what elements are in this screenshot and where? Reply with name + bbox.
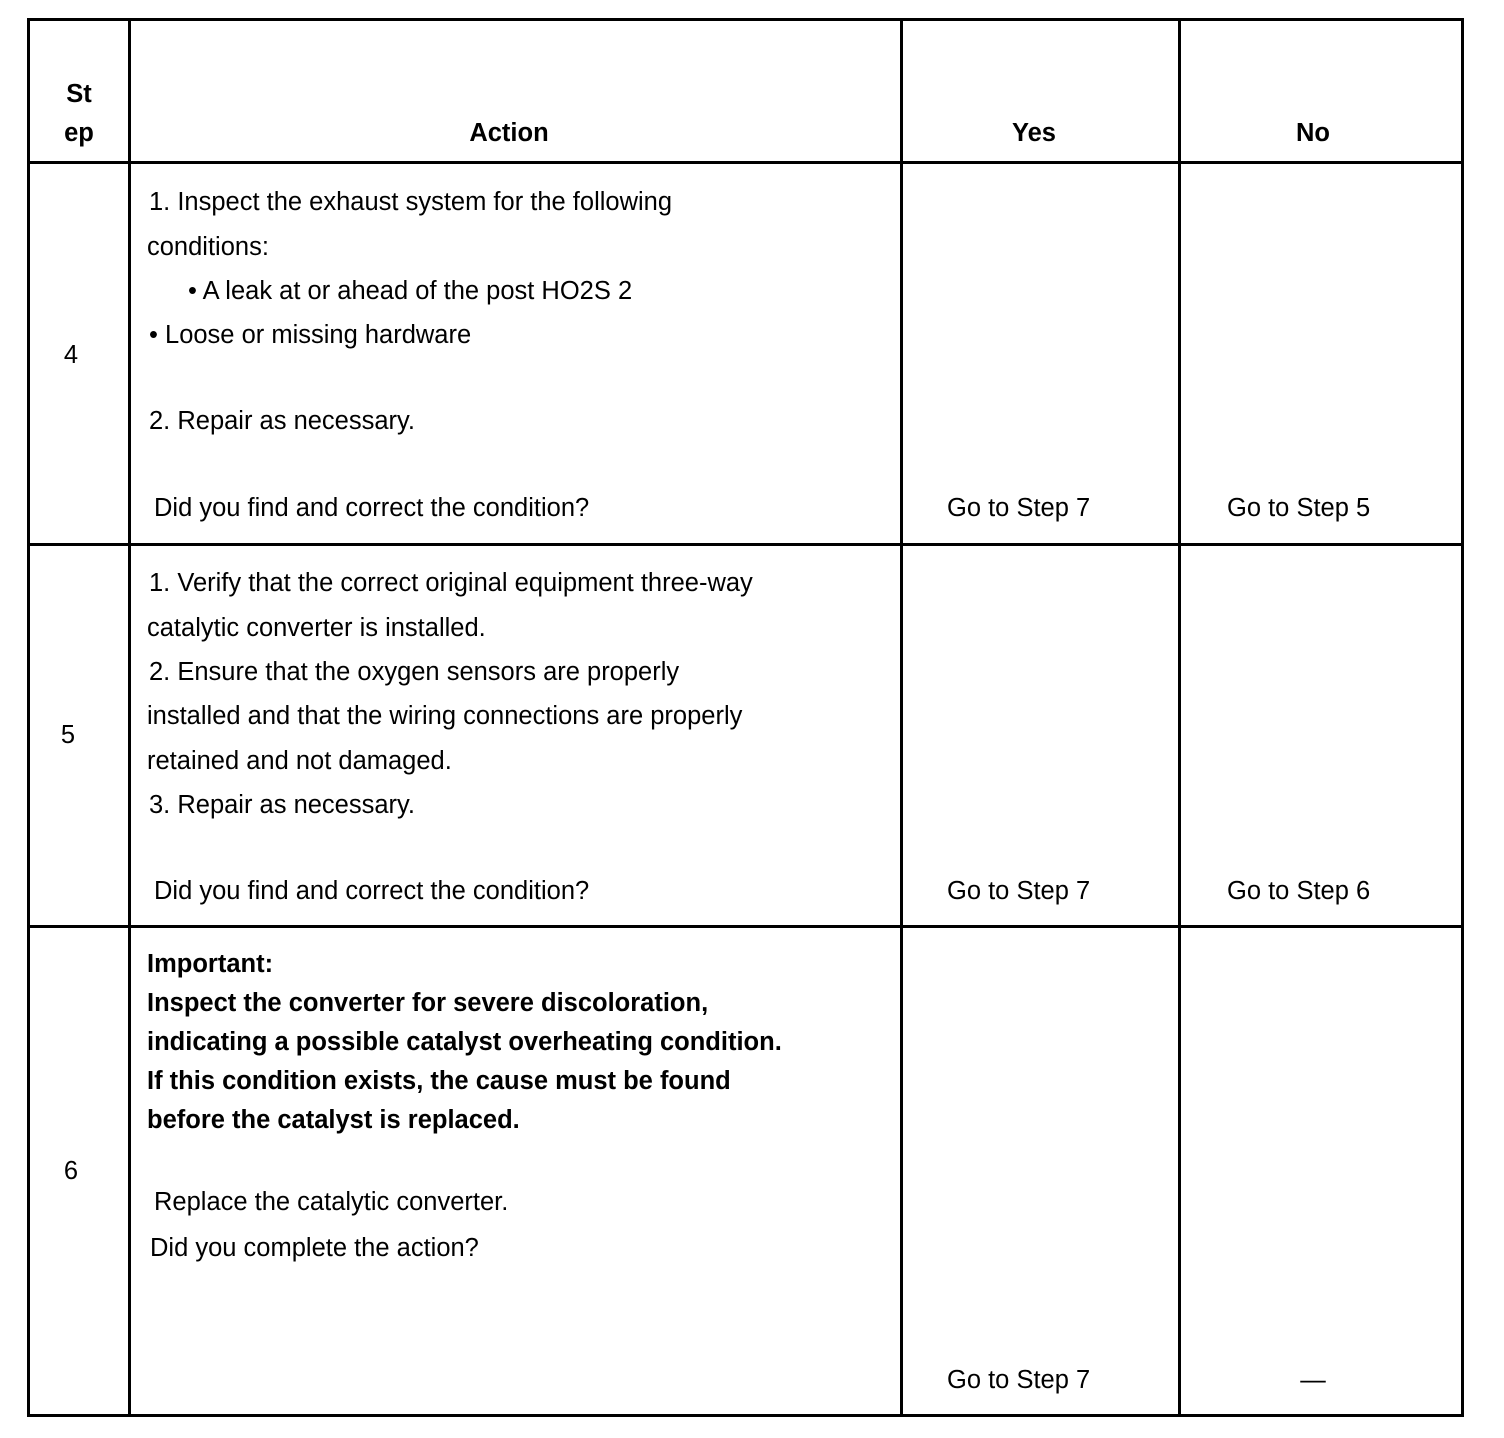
important-text: before the catalyst is replaced. <box>147 1106 520 1134</box>
action-text: • A leak at or ahead of the post HO2S 2 <box>188 277 633 305</box>
no-result: Go to Step 5 <box>1227 494 1371 522</box>
header-divider <box>27 161 1464 164</box>
action-text: 1. Inspect the exhaust system for the following <box>149 188 673 216</box>
question-text: Did you find and correct the condition? <box>154 494 590 522</box>
header-step-line2: ep <box>64 119 94 147</box>
action-text: • Loose or missing hardware <box>149 321 472 349</box>
table-border-left <box>27 18 30 1417</box>
action-text: catalytic converter is installed. <box>147 614 486 642</box>
col-divider-yes-no <box>1178 18 1181 1417</box>
table-border-bottom <box>27 1414 1464 1417</box>
no-result: — <box>1300 1366 1326 1394</box>
important-text: indicating a possible catalyst overheating condition. <box>147 1028 782 1056</box>
header-step-line1: St <box>66 80 92 108</box>
header-action: Action <box>469 119 549 147</box>
step-number: 5 <box>60 721 76 749</box>
header-yes: Yes <box>1012 119 1056 147</box>
question-text: Did you complete the action? <box>150 1234 479 1262</box>
yes-result: Go to Step 7 <box>947 494 1091 522</box>
action-text: 1. Verify that the correct original equipment three-way <box>149 569 753 597</box>
yes-result: Go to Step 7 <box>947 877 1091 905</box>
col-divider-action-yes <box>900 18 903 1417</box>
important-label: Important: <box>147 950 274 978</box>
action-text: conditions: <box>147 233 269 261</box>
action-text: Replace the catalytic converter. <box>154 1188 509 1216</box>
table-border-top <box>27 18 1464 21</box>
action-text: retained and not damaged. <box>147 747 452 775</box>
step-number: 6 <box>63 1157 79 1185</box>
table-border-right <box>1461 18 1464 1417</box>
yes-result: Go to Step 7 <box>947 1366 1091 1394</box>
action-text: 2. Ensure that the oxygen sensors are properly <box>149 658 680 686</box>
important-text: Inspect the converter for severe discoloration, <box>147 989 709 1017</box>
action-text: 2. Repair as necessary. <box>149 407 415 435</box>
step-number: 4 <box>63 341 79 369</box>
action-text: 3. Repair as necessary. <box>149 791 415 819</box>
col-divider-step-action <box>128 18 131 1417</box>
row-divider-4-5 <box>27 543 1464 546</box>
important-text: If this condition exists, the cause must be found <box>147 1067 731 1095</box>
no-result: Go to Step 6 <box>1227 877 1371 905</box>
header-no: No <box>1296 119 1330 147</box>
row-divider-5-6 <box>27 925 1464 928</box>
question-text: Did you find and correct the condition? <box>154 877 590 905</box>
action-text: installed and that the wiring connections are properly <box>147 702 743 730</box>
